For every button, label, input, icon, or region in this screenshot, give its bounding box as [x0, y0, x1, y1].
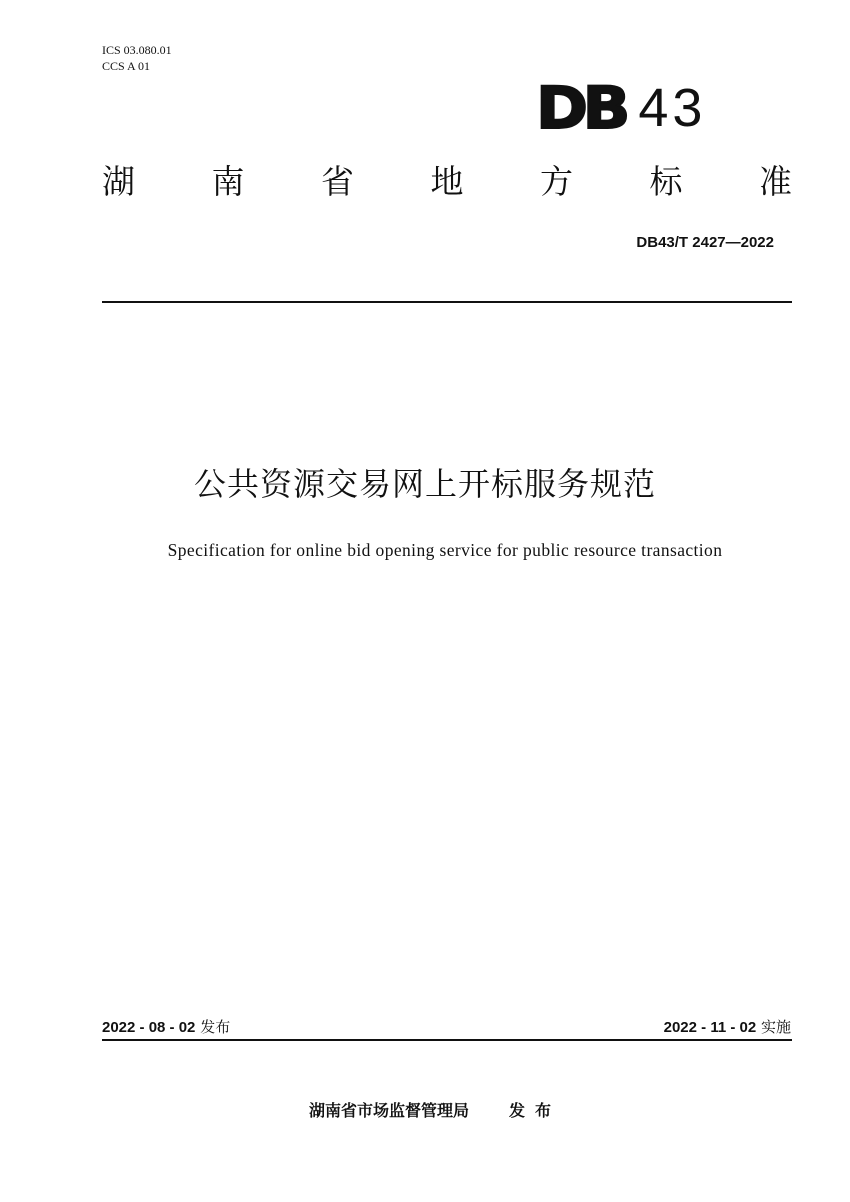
implement-date-line	[664, 1017, 791, 1038]
issuer-line	[0, 1100, 850, 1122]
document-subtitle-en: Specification for online bid opening service for public resource transaction	[167, 540, 723, 560]
standard-code: DB43/T 2427—2022	[636, 234, 774, 251]
issuer-name: 湖南省市场监督管理局	[308, 1101, 469, 1120]
classification-codes	[102, 42, 172, 74]
standard-type-char: 标	[649, 162, 683, 201]
implement-date: 2022 - 11 - 02	[663, 1019, 757, 1036]
bottom-divider	[102, 1039, 792, 1041]
publish-date: 2022 - 08 - 02	[102, 1019, 196, 1036]
standard-type-char: 方	[540, 162, 573, 201]
db-logo-mark: DB	[536, 74, 625, 142]
standard-type-char: 省	[321, 162, 354, 201]
issuer-action: 发布	[509, 1101, 562, 1120]
implement-label: 实施	[760, 1018, 791, 1036]
standard-type-char: 地	[430, 162, 464, 201]
top-divider	[102, 301, 792, 303]
ics-code: ICS 03.080.01	[102, 43, 172, 57]
standard-type-heading	[102, 160, 792, 204]
db-logo	[536, 74, 731, 142]
standard-type-char: 南	[211, 162, 245, 201]
publish-date-line	[102, 1017, 230, 1038]
ccs-code: CCS A 01	[102, 59, 151, 73]
publish-label: 发布	[200, 1018, 231, 1036]
db-logo-number: 43	[638, 78, 707, 138]
standard-type-char: 湖	[102, 162, 135, 201]
document-title: 公共资源交易网上开标服务规范	[193, 465, 656, 503]
standard-type-char: 准	[759, 162, 792, 201]
